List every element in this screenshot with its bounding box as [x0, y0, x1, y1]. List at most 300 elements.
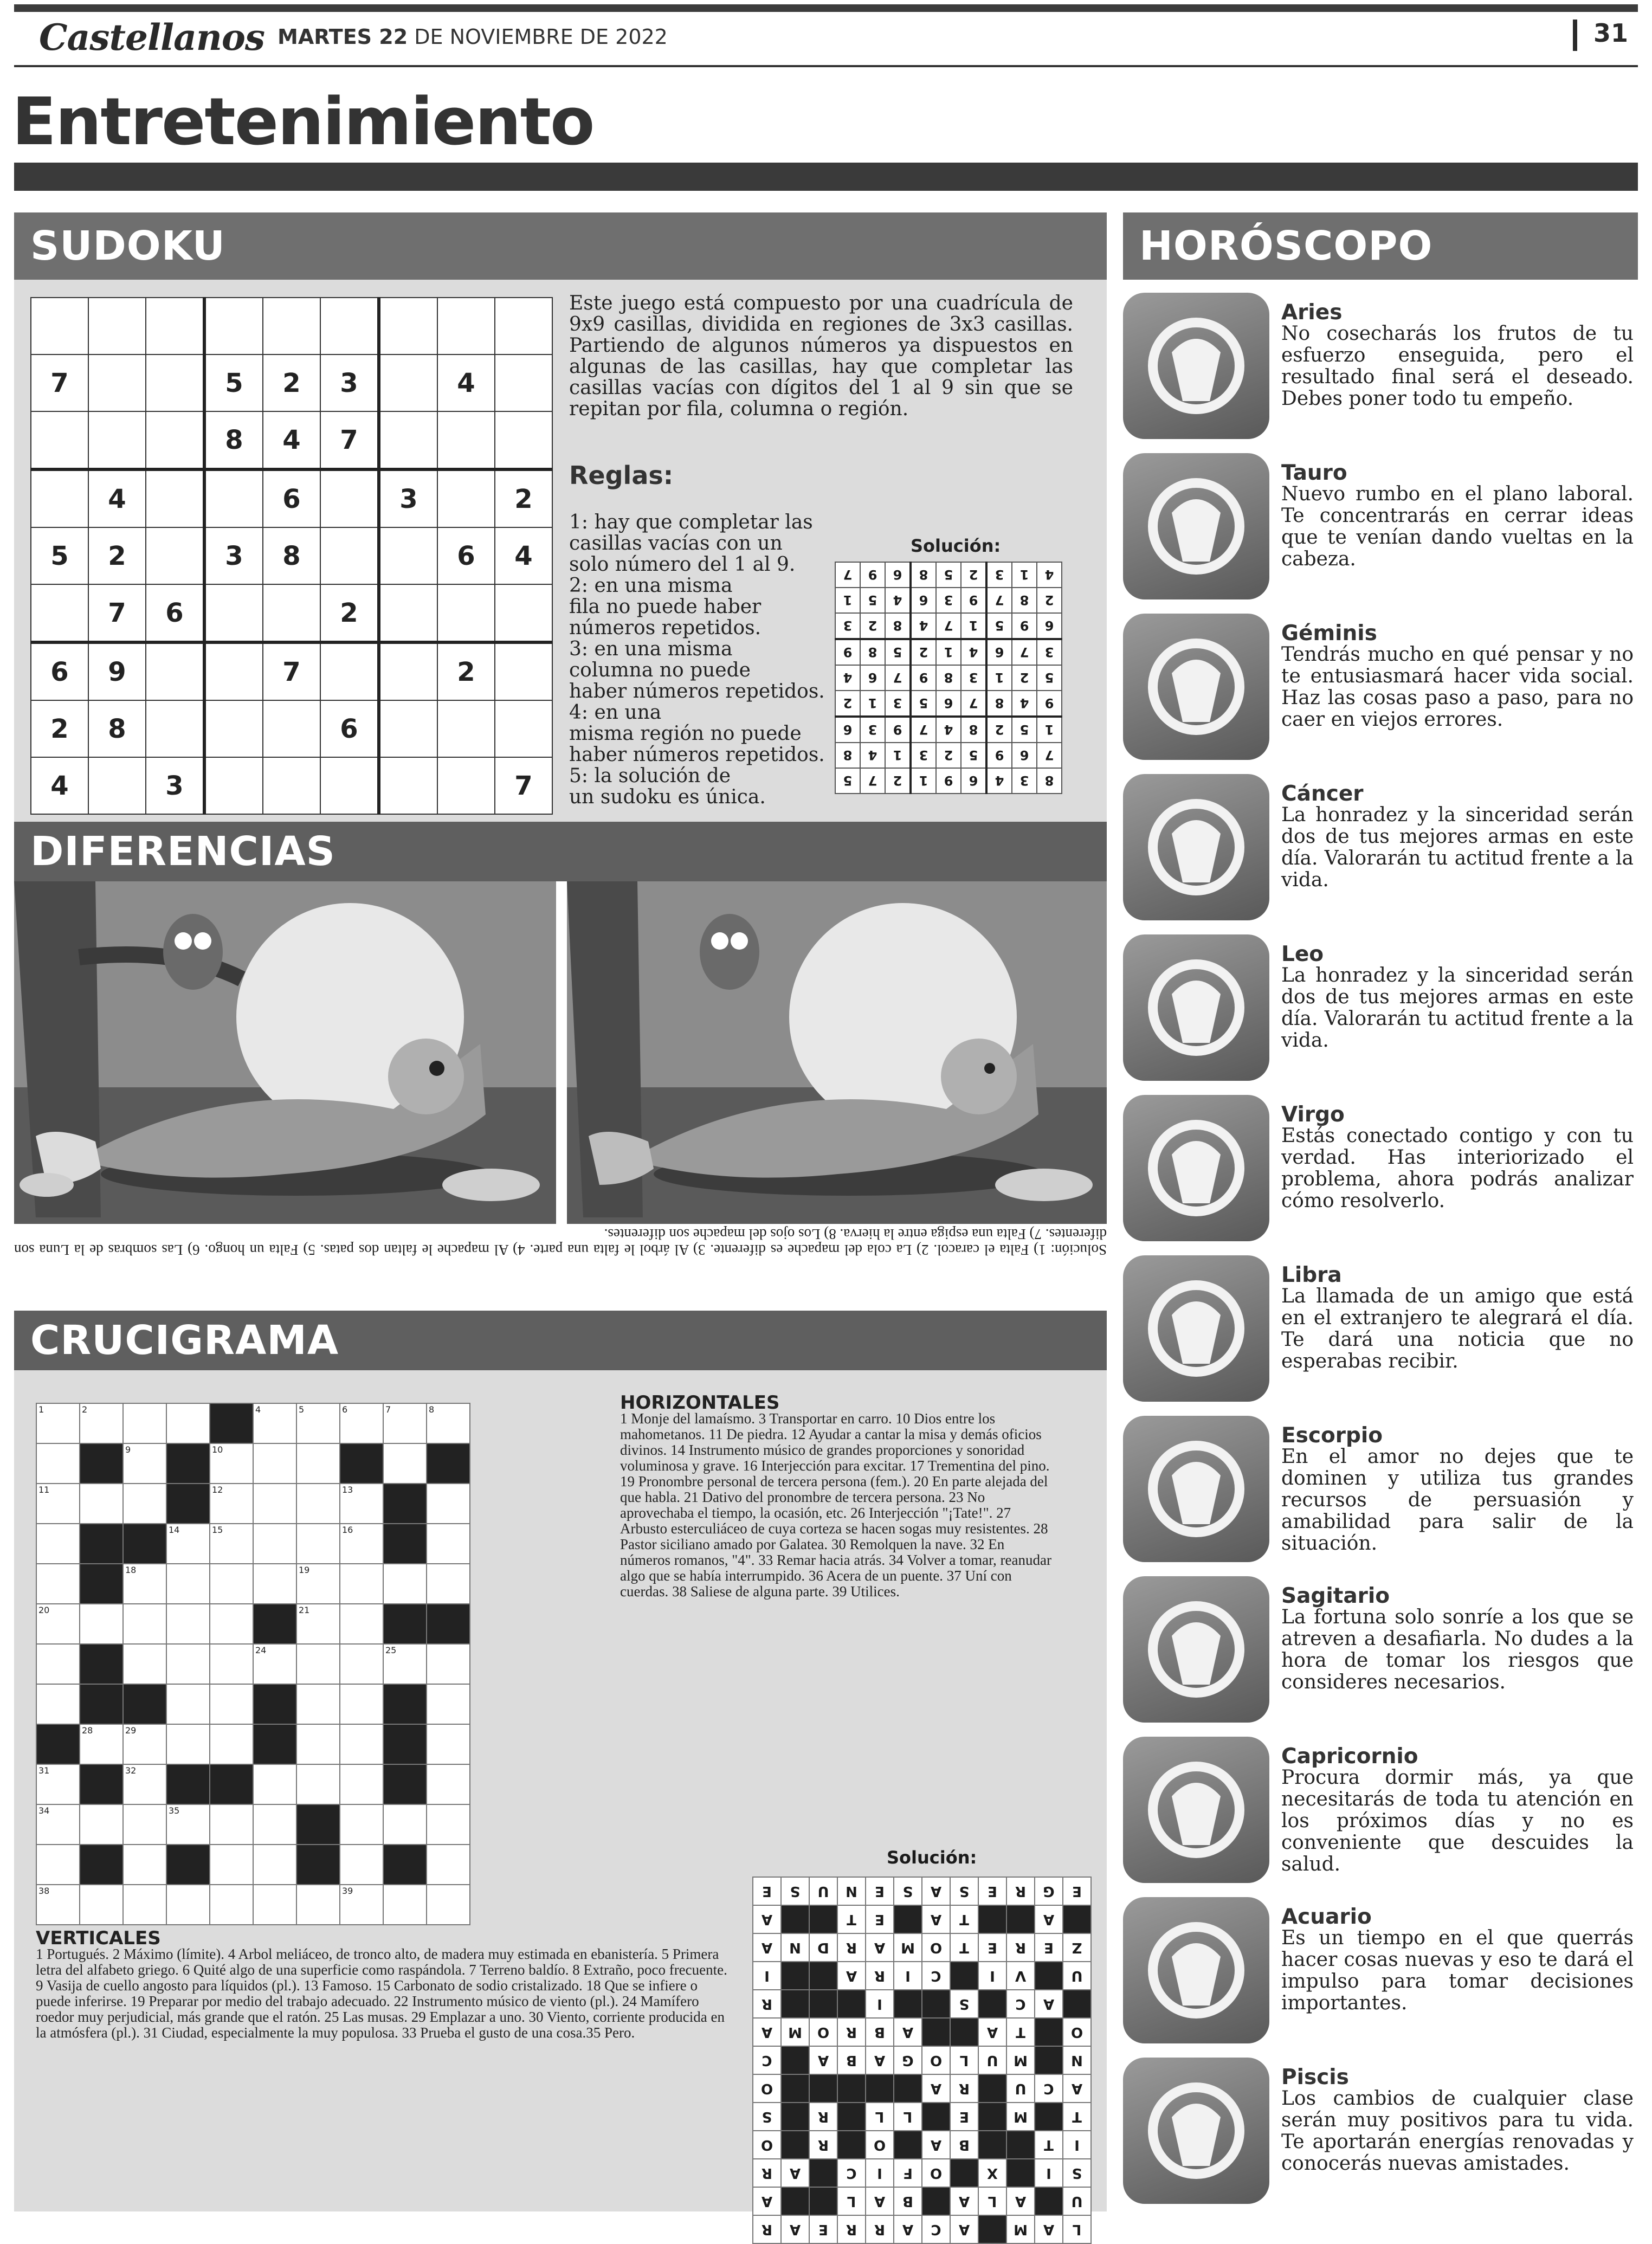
crossword-grid[interactable]	[36, 1403, 470, 1925]
sudoku-intro: Este juego está compuesto por una cuadrícula de 9x9 casillas, dividida en regiones de 3x3 casillas. Partiendo de algunos números ya dispuestos en algunas de las casillas, hay que completar las casillas vacías con dígitos del 1 al 9 sin que se repitan por fila, columna o región.	[569, 292, 1073, 420]
sudoku-cell[interactable]	[31, 469, 88, 527]
sudoku-cell[interactable]: 3	[204, 527, 263, 584]
crossword-cell[interactable]	[340, 1524, 383, 1564]
crossword-cell[interactable]	[296, 1403, 340, 1443]
crossword-cell[interactable]	[427, 1845, 470, 1885]
crossword-cell[interactable]	[427, 1804, 470, 1845]
sudoku-cell[interactable]: 6	[31, 642, 88, 700]
sign-name: Cáncer	[1281, 782, 1364, 806]
solution-letter: M	[1006, 2046, 1035, 2074]
clue-number: 8	[429, 1404, 435, 1415]
clue-number: 2	[82, 1404, 88, 1415]
crossword-cell[interactable]	[427, 1524, 470, 1564]
crossword-cell[interactable]	[210, 1524, 253, 1564]
crossword-cell[interactable]	[210, 1845, 253, 1885]
crossword-block	[166, 1484, 210, 1524]
crossword-cell[interactable]	[166, 1684, 210, 1724]
crossword-cell[interactable]	[253, 1804, 296, 1845]
solution-cell: 9	[885, 717, 911, 743]
crossword-cell[interactable]	[36, 1524, 80, 1564]
crossword-cell[interactable]	[340, 1644, 383, 1684]
sudoku-cell[interactable]: 2	[437, 642, 495, 700]
crossword-cell[interactable]	[210, 1644, 253, 1684]
sudoku-cell[interactable]: 2	[88, 527, 146, 584]
crossword-cell[interactable]	[253, 1484, 296, 1524]
crossword-cell[interactable]	[166, 1403, 210, 1443]
crossword-cell[interactable]	[296, 1644, 340, 1684]
solution-block	[1035, 1962, 1063, 1990]
sign-text: Los cambios de cualquier clase serán muy positivos para tu vida. Te aportarán energías renovadas y conocerás nuevas amistades.	[1281, 2087, 1634, 2175]
page-number: 31	[1593, 18, 1629, 48]
crossword-cell[interactable]	[166, 1524, 210, 1564]
crossword-cell[interactable]	[80, 1604, 123, 1644]
solution-cell: 1	[1037, 717, 1062, 743]
crossword-cell[interactable]	[123, 1644, 166, 1684]
crossword-cell[interactable]	[36, 1604, 80, 1644]
sudoku-cell[interactable]: 8	[88, 700, 146, 757]
crossword-cell[interactable]	[210, 1604, 253, 1644]
sudoku-cell[interactable]: 4	[263, 411, 320, 469]
sudoku-cell[interactable]	[320, 642, 379, 700]
sudoku-cell[interactable]: 5	[31, 527, 88, 584]
solution-block	[809, 1962, 837, 1990]
solution-block	[978, 2074, 1006, 2103]
crossword-cell[interactable]	[427, 1764, 470, 1804]
crossword-cell[interactable]	[296, 1885, 340, 1925]
sudoku-cell[interactable]: 4	[495, 527, 552, 584]
rule-line: 1: hay que completar las	[569, 511, 813, 533]
sudoku-cell[interactable]	[31, 411, 88, 469]
crossword-cell[interactable]	[296, 1443, 340, 1484]
solution-cell: 6	[1012, 743, 1037, 768]
crossword-cell[interactable]	[427, 1484, 470, 1524]
solution-cell: 6	[1037, 613, 1062, 639]
sudoku-cell[interactable]	[263, 584, 320, 642]
sudoku-cell[interactable]	[495, 354, 552, 411]
crossword-block	[383, 1764, 427, 1804]
solution-letter: O	[753, 2131, 781, 2159]
sudoku-cell[interactable]	[379, 411, 437, 469]
solution-block	[978, 1990, 1006, 2018]
crossword-cell[interactable]	[253, 1524, 296, 1564]
crucigrama-banner: CRUCIGRAMA	[14, 1311, 1107, 1370]
crossword-cell[interactable]	[166, 1804, 210, 1845]
solution-block	[809, 1905, 837, 1933]
sudoku-cell[interactable]	[379, 757, 437, 814]
sudoku-cell[interactable]	[379, 354, 437, 411]
header-rule	[14, 65, 1638, 67]
solution-cell: 8	[860, 639, 885, 665]
crossword-cell[interactable]	[36, 1764, 80, 1804]
crossword-cell[interactable]	[210, 1443, 253, 1484]
solution-letter: S	[950, 1990, 978, 2018]
solution-cell: 2	[1012, 665, 1037, 691]
crossword-cell[interactable]	[36, 1564, 80, 1604]
section-title: Entretenimiento	[12, 85, 594, 160]
clue-number: 11	[38, 1485, 50, 1495]
solution-cell: 8	[986, 691, 1012, 717]
crossword-cell[interactable]	[253, 1564, 296, 1604]
crossword-cell[interactable]	[296, 1604, 340, 1644]
crossword-cell[interactable]	[427, 1564, 470, 1604]
crossword-cell[interactable]	[210, 1564, 253, 1604]
crossword-cell[interactable]	[123, 1845, 166, 1885]
sudoku-cell[interactable]	[204, 700, 263, 757]
solution-letter: R	[837, 2018, 866, 2046]
crossword-cell[interactable]	[427, 1684, 470, 1724]
sudoku-cell[interactable]: 6	[320, 700, 379, 757]
leo-icon	[1123, 934, 1269, 1081]
solution-letter: X	[978, 2159, 1006, 2187]
sudoku-cell[interactable]	[31, 584, 88, 642]
crossword-cell[interactable]	[123, 1604, 166, 1644]
crossword-cell[interactable]	[210, 1484, 253, 1524]
sudoku-cell[interactable]: 6	[146, 584, 204, 642]
sudoku-cell[interactable]: 8	[204, 411, 263, 469]
sudoku-cell[interactable]: 7	[320, 411, 379, 469]
crossword-cell[interactable]	[36, 1484, 80, 1524]
crossword-cell[interactable]	[383, 1804, 427, 1845]
crossword-cell[interactable]	[296, 1764, 340, 1804]
solution-block	[809, 2187, 837, 2215]
solution-letter: C	[753, 2046, 781, 2074]
sudoku-cell[interactable]: 4	[31, 757, 88, 814]
solution-letter: O	[922, 2046, 950, 2074]
crossword-cell[interactable]	[296, 1684, 340, 1724]
sudoku-cell[interactable]	[379, 642, 437, 700]
solution-cell: 2	[936, 743, 961, 768]
solution-letter: O	[866, 2131, 894, 2159]
sudoku-cell[interactable]	[88, 298, 146, 354]
solution-cell: 1	[835, 588, 860, 613]
solution-cell: 5	[986, 613, 1012, 639]
crossword-cell[interactable]	[36, 1644, 80, 1684]
crossword-cell[interactable]	[383, 1885, 427, 1925]
solution-letter: T	[950, 1933, 978, 1962]
crossword-cell[interactable]	[123, 1403, 166, 1443]
solution-cell: 6	[961, 768, 986, 794]
solution-block	[950, 2018, 978, 2046]
crossword-cell[interactable]	[80, 1885, 123, 1925]
solution-cell: 2	[1037, 588, 1062, 613]
sudoku-cell[interactable]	[379, 584, 437, 642]
clue-number: 19	[299, 1565, 310, 1575]
solution-letter: O	[1063, 2018, 1091, 2046]
solution-block	[837, 2074, 866, 2103]
crossword-cell[interactable]	[340, 1564, 383, 1604]
solution-letter: I	[866, 2159, 894, 2187]
sudoku-cell[interactable]	[88, 411, 146, 469]
sign-text: La honradez y la sinceridad serán dos de tus mejores armas en este día. Valorarán tu actitud frente a la vida.	[1281, 804, 1634, 891]
solution-letter: R	[837, 1933, 866, 1962]
sudoku-cell[interactable]: 7	[31, 354, 88, 411]
sudoku-cell[interactable]: 6	[263, 469, 320, 527]
sudoku-cell[interactable]: 6	[437, 527, 495, 584]
solution-letter: R	[753, 1990, 781, 2018]
crossword-cell[interactable]	[253, 1845, 296, 1885]
solution-cell: 5	[1037, 665, 1062, 691]
solution-letter: U	[809, 1877, 837, 1905]
sign-name: Virgo	[1281, 1102, 1345, 1127]
solution-cell: 9	[860, 562, 885, 588]
solution-cell: 6	[860, 665, 885, 691]
sudoku-cell[interactable]	[204, 584, 263, 642]
sudoku-cell[interactable]: 4	[437, 354, 495, 411]
verticales-text: 1 Portugués. 2 Máximo (límite). 4 Arbol meliáceo, de tronco alto, de madera muy estimada en ebanistería. 5 Primera letra del alfabeto griego. 6 Quité algo de una superficie como raspándola. 7 Terreno baldío. 8 Extraño, poco frecuente. 9 Vasija de cuello angosto para líquidos (pl.). 13 Famoso. 15 Carbonato de sodio cristalizado. 18 Que se infiere o puede inferirse. 19 Preparar por medio del trabajo adecuado. 22 Instrumento músico de viento (pl.). 24 Mamífero roedor muy perjudicial, más grande que el ratón. 25 Las musas. 29 Emplazar a uno. 30 Viento, corriente producida en la atmósfera (pl.). 31 Ciudad, especialmente la muy populosa. 33 Prueba el gusto de una cosa.35 Pero.	[36, 1946, 727, 2041]
crossword-cell[interactable]	[340, 1885, 383, 1925]
solution-cell: 7	[936, 613, 961, 639]
solution-cell: 9	[1037, 691, 1062, 717]
solution-cell: 9	[1012, 613, 1037, 639]
solution-block	[781, 2103, 809, 2131]
solution-cell: 8	[911, 562, 936, 588]
solution-block	[809, 2159, 837, 2187]
horizontales-clues	[620, 1392, 1054, 1600]
crossword-cell[interactable]	[210, 1724, 253, 1764]
crossword-cell[interactable]	[253, 1885, 296, 1925]
sign-name: Acuario	[1281, 1905, 1372, 1929]
crossword-cell[interactable]	[123, 1724, 166, 1764]
crossword-cell[interactable]	[210, 1804, 253, 1845]
crossword-cell[interactable]	[296, 1564, 340, 1604]
solution-block	[1035, 2046, 1063, 2074]
sudoku-cell[interactable]: 8	[263, 527, 320, 584]
sudoku-cell[interactable]: 3	[146, 757, 204, 814]
crossword-cell[interactable]	[36, 1403, 80, 1443]
crossword-cell[interactable]	[166, 1724, 210, 1764]
sudoku-cell[interactable]	[146, 354, 204, 411]
crossword-cell[interactable]	[123, 1804, 166, 1845]
sudoku-cell[interactable]	[88, 757, 146, 814]
solution-letter: A	[1035, 2215, 1063, 2243]
crossword-cell[interactable]	[340, 1684, 383, 1724]
sudoku-cell[interactable]: 3	[379, 469, 437, 527]
sudoku-cell[interactable]	[437, 700, 495, 757]
crossword-cell[interactable]	[296, 1524, 340, 1564]
diferencias-solution: Solución: 1) Falta el caracol. 2) La cola del mapache es diferente. 3) Al árbol le falta una parte. 4) Al mapache le faltan dos patas. 5) Falta un hongo. 6) Las sombras de la Luna son diferentes. 7) Falta una espiga entre la hierva. 8) Los ojos del mapache son diferentes.	[14, 1226, 1107, 1258]
solution-block	[781, 2187, 809, 2215]
clue-number: 29	[125, 1725, 137, 1736]
crossword-cell[interactable]	[340, 1764, 383, 1804]
sudoku-cell[interactable]	[495, 584, 552, 642]
sign-text: Nuevo rumbo en el plano laboral. Te concentrarás en cerrar ideas que te venían dando vueltas en la cabeza.	[1281, 483, 1634, 570]
crossword-cell[interactable]	[36, 1845, 80, 1885]
crossword-cell[interactable]	[340, 1484, 383, 1524]
solution-letter: O	[922, 1933, 950, 1962]
solution-cell: 8	[1037, 768, 1062, 794]
crossword-cell[interactable]	[123, 1484, 166, 1524]
solution-letter: L	[950, 2046, 978, 2074]
crossword-cell[interactable]	[427, 1885, 470, 1925]
crossword-cell[interactable]	[253, 1403, 296, 1443]
solution-letter: M	[781, 2018, 809, 2046]
crossword-cell[interactable]	[340, 1604, 383, 1644]
solution-block	[978, 2215, 1006, 2243]
crossword-cell[interactable]	[427, 1644, 470, 1684]
sign-text: Tendrás mucho en qué pensar y no te entusiasmará hacer vida social. Haz las cosas paso a paso, para no caer en viejos errores.	[1281, 643, 1634, 731]
crossword-cell[interactable]	[296, 1484, 340, 1524]
crossword-cell[interactable]	[36, 1804, 80, 1845]
sudoku-solution-grid	[835, 562, 1062, 794]
solution-letter: B	[894, 2187, 922, 2215]
sudoku-cell[interactable]: 7	[263, 642, 320, 700]
solution-letter: E	[866, 1905, 894, 1933]
sudoku-cell[interactable]	[146, 298, 204, 354]
aries-icon	[1123, 293, 1269, 439]
crossword-cell[interactable]	[210, 1684, 253, 1724]
sudoku-cell[interactable]	[88, 354, 146, 411]
crossword-cell[interactable]	[36, 1885, 80, 1925]
crossword-cell[interactable]	[36, 1443, 80, 1484]
crossword-cell[interactable]	[253, 1764, 296, 1804]
crossword-cell[interactable]	[383, 1644, 427, 1684]
solution-letter: I	[1035, 2159, 1063, 2187]
sudoku-cell[interactable]	[204, 469, 263, 527]
solution-block	[781, 1962, 809, 1990]
crossword-cell[interactable]	[166, 1604, 210, 1644]
sudoku-cell[interactable]: 2	[320, 584, 379, 642]
sudoku-cell[interactable]	[146, 642, 204, 700]
sudoku-cell[interactable]	[31, 298, 88, 354]
sudoku-cell[interactable]	[495, 411, 552, 469]
solution-letter: L	[837, 2187, 866, 2215]
sign-name: Sagitario	[1281, 1584, 1390, 1608]
crossword-cell[interactable]	[253, 1443, 296, 1484]
crossword-cell[interactable]	[383, 1403, 427, 1443]
sudoku-cell[interactable]: 7	[495, 757, 552, 814]
solution-letter: A	[894, 2018, 922, 2046]
sudoku-cell[interactable]: 2	[495, 469, 552, 527]
crossword-cell[interactable]	[340, 1804, 383, 1845]
sudoku-cell[interactable]	[437, 757, 495, 814]
solution-block	[894, 2131, 922, 2159]
sudoku-cell[interactable]	[204, 642, 263, 700]
sudoku-cell[interactable]	[379, 700, 437, 757]
crossword-cell[interactable]	[253, 1644, 296, 1684]
sudoku-cell[interactable]	[146, 411, 204, 469]
crossword-cell[interactable]	[340, 1724, 383, 1764]
solution-block	[809, 1990, 837, 2018]
top-rule	[14, 4, 1638, 12]
crossword-cell[interactable]	[427, 1724, 470, 1764]
clue-number: 13	[342, 1485, 353, 1495]
diferencias-image-right[interactable]	[567, 881, 1107, 1224]
solution-letter: A	[866, 2046, 894, 2074]
solution-letter: A	[922, 1905, 950, 1933]
solution-cell: 3	[936, 588, 961, 613]
crossword-cell[interactable]	[123, 1443, 166, 1484]
crossword-cell[interactable]	[383, 1564, 427, 1604]
sudoku-cell[interactable]	[495, 298, 552, 354]
solution-letter: C	[922, 1962, 950, 1990]
crossword-cell[interactable]	[166, 1564, 210, 1604]
rule-line: solo número del 1 al 9.	[569, 553, 796, 576]
crossword-cell[interactable]	[123, 1564, 166, 1604]
sudoku-cell[interactable]	[146, 469, 204, 527]
sudoku-cell[interactable]: 4	[88, 469, 146, 527]
solution-letter: C	[1035, 2074, 1063, 2103]
crossword-block	[80, 1644, 123, 1684]
solution-cell: 7	[1012, 639, 1037, 665]
crossword-cell[interactable]	[340, 1845, 383, 1885]
crossword-cell[interactable]	[210, 1885, 253, 1925]
solution-cell: 3	[986, 562, 1012, 588]
sudoku-cell[interactable]: 3	[320, 354, 379, 411]
solution-cell: 5	[860, 588, 885, 613]
crossword-cell[interactable]	[80, 1403, 123, 1443]
sudoku-cell[interactable]	[263, 298, 320, 354]
crossword-cell[interactable]	[123, 1885, 166, 1925]
sudoku-grid[interactable]	[30, 297, 553, 815]
sudoku-cell[interactable]	[495, 700, 552, 757]
sudoku-cell[interactable]	[146, 700, 204, 757]
sudoku-cell[interactable]	[320, 757, 379, 814]
sudoku-cell[interactable]: 7	[88, 584, 146, 642]
crossword-block	[383, 1484, 427, 1524]
crossword-cell[interactable]	[166, 1885, 210, 1925]
crossword-cell[interactable]	[296, 1724, 340, 1764]
solution-cell: 7	[860, 768, 885, 794]
sudoku-cell[interactable]	[320, 527, 379, 584]
sudoku-cell[interactable]	[437, 298, 495, 354]
sudoku-cell[interactable]	[320, 469, 379, 527]
crossword-cell[interactable]	[166, 1644, 210, 1684]
pisces-icon	[1123, 2058, 1269, 2204]
sudoku-cell[interactable]: 5	[204, 354, 263, 411]
solution-block	[950, 2159, 978, 2187]
sudoku-cell[interactable]	[204, 298, 263, 354]
sudoku-cell[interactable]: 2	[31, 700, 88, 757]
crossword-cell[interactable]	[80, 1484, 123, 1524]
sudoku-cell[interactable]	[379, 298, 437, 354]
sudoku-cell[interactable]	[146, 527, 204, 584]
sign-text: Estás conectado contigo y con tu verdad. Has interiorizado el problema, ahora podrás analizar cómo resolverlo.	[1281, 1125, 1634, 1212]
sudoku-cell[interactable]	[263, 757, 320, 814]
sign-name: Aries	[1281, 300, 1343, 325]
crossword-block	[253, 1684, 296, 1724]
crossword-cell[interactable]	[123, 1764, 166, 1804]
sudoku-cell[interactable]: 2	[263, 354, 320, 411]
solution-letter: C	[1006, 1990, 1035, 2018]
solution-letter: R	[809, 2103, 837, 2131]
sudoku-cell[interactable]	[204, 757, 263, 814]
sudoku-cell[interactable]	[437, 469, 495, 527]
crossword-cell[interactable]	[36, 1684, 80, 1724]
crossword-cell[interactable]	[383, 1443, 427, 1484]
solution-cell: 9	[911, 665, 936, 691]
crossword-cell[interactable]	[340, 1403, 383, 1443]
clue-number: 35	[169, 1805, 180, 1816]
sudoku-cell[interactable]	[263, 700, 320, 757]
crossword-cell[interactable]	[80, 1724, 123, 1764]
sudoku-cell[interactable]	[320, 298, 379, 354]
crossword-cell[interactable]	[427, 1403, 470, 1443]
sudoku-cell[interactable]	[437, 411, 495, 469]
sudoku-cell[interactable]	[437, 584, 495, 642]
clue-number: 12	[212, 1485, 223, 1495]
solution-cell: 4	[885, 588, 911, 613]
sudoku-cell[interactable]	[495, 642, 552, 700]
solution-cell: 6	[986, 639, 1012, 665]
solution-cell: 7	[885, 665, 911, 691]
sudoku-cell[interactable]	[379, 527, 437, 584]
crossword-block	[36, 1724, 80, 1764]
solution-block	[950, 1962, 978, 1990]
crossword-cell[interactable]	[80, 1804, 123, 1845]
diferencias-image-left[interactable]	[14, 881, 556, 1224]
sudoku-cell[interactable]: 9	[88, 642, 146, 700]
clue-number: 10	[212, 1445, 223, 1455]
